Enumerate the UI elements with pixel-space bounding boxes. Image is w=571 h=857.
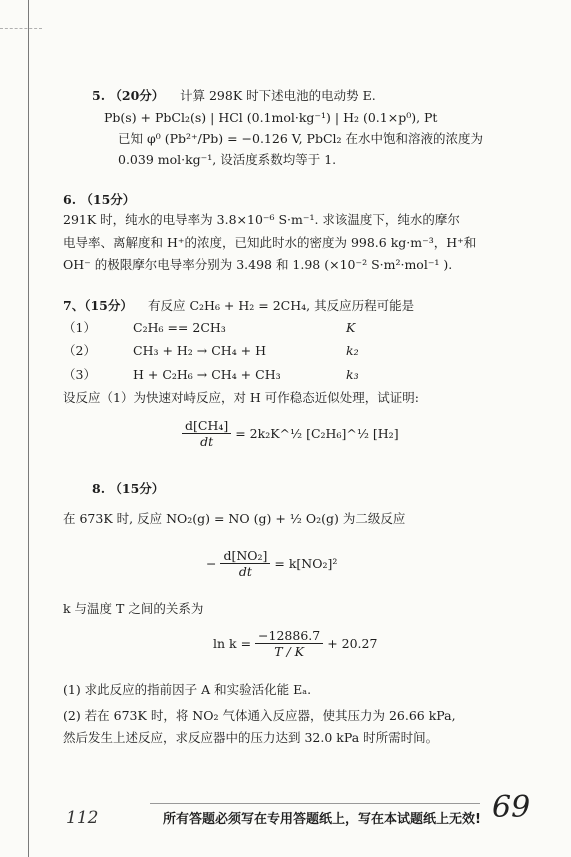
q7-step-2-k: k₂ bbox=[346, 343, 359, 358]
q7-step-1-num: （1） bbox=[63, 320, 96, 335]
q7-equation bbox=[182, 418, 399, 449]
q7-equation-fraction bbox=[182, 418, 231, 449]
q5-prompt: 计算 298K 时下述电池的电动势 E. bbox=[180, 88, 376, 103]
q7-step-2-reaction: CH₃ + H₂ → CH₄ + H bbox=[133, 343, 267, 358]
q7-equation-rhs: = 2k₂K^½ [C₂H₆]^½ [H₂] bbox=[235, 426, 399, 441]
q6-line-2: 电导率、离解度和 H⁺的浓度，已知此时水的密度为 998.6 kg·m⁻³，H⁺和 bbox=[63, 235, 477, 250]
q5-cell: Pb(s) + PbCl₂(s) | HCl (0.1mol·kg⁻¹) | H₂ (0.1×p⁰), Pt bbox=[104, 110, 438, 125]
q8-rate-rhs: = k[NO₂]² bbox=[274, 556, 338, 571]
q8-part-2a: (2) 若在 673K 时，将 NO₂ 气体通入反应器，使其压力为 26.66 kPa, bbox=[63, 708, 456, 723]
page-margin-line bbox=[28, 0, 29, 857]
q8-ln-rhs: + 20.27 bbox=[327, 636, 378, 651]
q8-ln-denominator: T / K bbox=[274, 644, 305, 659]
q7-prompt: 有反应 C₂H₆ + H₂ = 2CH₄, 其反应历程可能是 bbox=[148, 298, 415, 313]
q7-equation-denominator: dt bbox=[200, 434, 214, 449]
q6-line-1: 291K 时，纯水的电导率为 3.8×10⁻⁶ S·m⁻¹. 求该温度下，纯水的摩尔 bbox=[63, 212, 460, 227]
q5-title: 5. （20分） bbox=[92, 88, 165, 103]
q5-given-1: 已知 φ⁰ (Pb²⁺/Pb) = −0.126 V, PbCl₂ 在水中饱和溶液的浓度为 bbox=[118, 131, 484, 146]
q7-step-3-k: k₃ bbox=[346, 367, 359, 382]
q5-given-2: 0.039 mol·kg⁻¹, 设活度系数均等于 1. bbox=[118, 152, 337, 167]
q8-rate-denominator: dt bbox=[238, 564, 252, 579]
q7-equation-numerator: d[CH₄] bbox=[182, 418, 231, 434]
q8-ln-equation bbox=[213, 628, 377, 659]
q7-step-1-k: K bbox=[346, 320, 356, 335]
footer-rule bbox=[150, 803, 480, 804]
q7-step-3-num: （3） bbox=[63, 367, 96, 382]
q7-title: 7、（15分） bbox=[63, 298, 133, 313]
q7-step-2-num: （2） bbox=[63, 343, 96, 358]
q6-line-3: OH⁻ 的极限摩尔电导率分别为 3.498 和 1.98 (×10⁻² S·m²·mol⁻¹ ). bbox=[63, 257, 453, 272]
q8-part-1: (1) 求此反应的指前因子 A 和实验活化能 Eₐ. bbox=[63, 682, 312, 697]
top-divider bbox=[0, 28, 42, 29]
page-number-handwritten-right: 69 bbox=[492, 790, 531, 825]
q8-ln-lhs: ln k = bbox=[213, 636, 252, 651]
q7-step-1-reaction: C₂H₆ == 2CH₃ bbox=[133, 320, 226, 335]
q8-ln-numerator: −12886.7 bbox=[255, 628, 323, 644]
q8-part-2b: 然后发生上述反应，求反应器中的压力达到 32.0 kPa 时所需时间。 bbox=[63, 730, 439, 745]
q8-relation: k 与温度 T 之间的关系为 bbox=[63, 601, 204, 616]
q7-step-3-reaction: H + C₂H₆ → CH₄ + CH₃ bbox=[133, 367, 281, 382]
q8-rate-numerator: d[NO₂] bbox=[220, 548, 270, 564]
q8-rate-equation: − $\frac{\text{d[NO₂]}}{dt}$ = k[NO₂]² bbox=[206, 548, 338, 579]
footer-notice: 所有答题必须写在专用答题纸上，写在本试题纸上无效! bbox=[163, 812, 481, 827]
q8-ln-fraction bbox=[255, 628, 323, 659]
q6-title: 6. （15分） bbox=[63, 192, 136, 207]
q8-line-1: 在 673K 时, 反应 NO₂(g) = NO (g) + ½ O₂(g) 为二级反应 bbox=[63, 511, 406, 526]
q8-rate-fraction bbox=[220, 548, 270, 579]
q8-title: 8. （15分） bbox=[92, 481, 165, 496]
page-number-handwritten-left: 112 bbox=[66, 808, 99, 828]
q7-note: 设反应（1）为快速对峙反应，对 H 可作稳态近似处理，试证明: bbox=[63, 390, 420, 405]
